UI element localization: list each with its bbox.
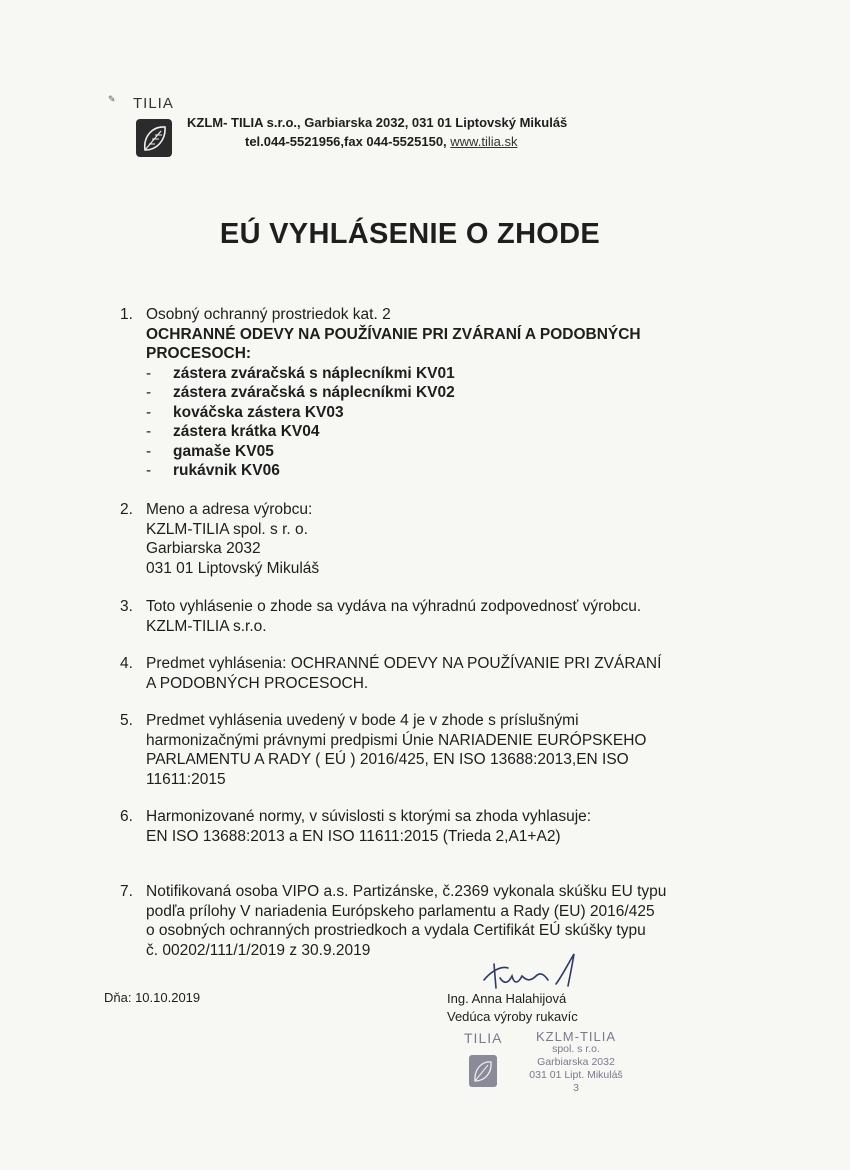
stamp-brand: TILIA <box>464 1030 503 1046</box>
section-line: 031 01 Liptovský Mikuláš <box>146 559 320 577</box>
product-list <box>146 364 641 481</box>
section-number: 6. <box>120 808 133 825</box>
section-line: KZLM-TILIA spol. s r. o. <box>146 520 308 538</box>
section-number: 7. <box>120 883 133 900</box>
section-line: Toto vyhlásenie o zhode sa vydáva na výhradnú zodpovednosť výrobcu. <box>146 598 642 615</box>
section-line: č. 00202/111/1/2019 z 30.9.2019 <box>146 941 371 959</box>
section-line: KZLM-TILIA s.r.o. <box>146 617 267 635</box>
list-item: - zástera zváračská s náplecníkmi KV02 <box>146 384 455 401</box>
stamp-line: 031 01 Lipt. Mikuláš <box>529 1069 623 1081</box>
list-item: - kováčska zástera KV03 <box>146 403 344 421</box>
section-line: Predmet vyhlásenia: OCHRANNÉ ODEVY NA POUŽÍVANIE PRI ZVÁRANÍ <box>146 655 662 672</box>
section-line: Predmet vyhlásenia uvedený v bode 4 je v zhode s príslušnými <box>146 712 579 729</box>
section-line: Garbiarska 2032 <box>146 540 261 557</box>
section-number: 5. <box>120 712 133 729</box>
section-number: 4. <box>120 655 133 672</box>
product-name-line: OCHRANNÉ ODEVY NA POUŽÍVANIE PRI ZVÁRANÍ A PODOBNÝCH <box>146 325 641 343</box>
section-line: o osobných ochranných prostriedkoch a vydala Certifikát EÚ skúšky typu <box>146 922 646 939</box>
section-line: PARLAMENTU A RADY ( EÚ ) 2016/425, EN ISO 13688:2013,EN ISO <box>146 751 629 768</box>
section-line: 11611:2015 <box>146 770 226 788</box>
stamp-text <box>516 1030 636 1095</box>
section-number: 1. <box>120 306 133 323</box>
list-item: - rukávnik KV06 <box>146 462 280 479</box>
section-line: A PODOBNÝCH PROCESOCH. <box>146 674 369 692</box>
signer-role: Vedúca výroby rukavíc <box>447 1009 578 1024</box>
stamp-line: KZLM-TILIA <box>535 1029 617 1044</box>
product-category: Osobný ochranný prostriedok kat. 2 <box>146 306 391 323</box>
website-link[interactable]: www.tilia.sk <box>450 134 518 149</box>
section-line: harmonizačnými právnymi predpismi Únie NARIADENIE EURÓPSKEHO <box>146 731 647 749</box>
section-number: 3. <box>120 598 133 615</box>
section-line: podľa prílohy V nariadenia Európskeho parlamentu a Rady (EU) 2016/425 <box>146 902 655 920</box>
list-item: - zástera zváračská s náplecníkmi KV01 <box>146 364 455 382</box>
company-contact <box>245 134 517 149</box>
section-line: EN ISO 13688:2013 a EN ISO 11611:2015 (Trieda 2,A1+A2) <box>146 827 561 845</box>
contact-phone-fax: tel.044-5521956,fax 044-5525150, <box>245 134 451 149</box>
document-title: EÚ VYHLÁSENIE O ZHODE <box>219 218 601 250</box>
company-stamp <box>460 1024 640 1104</box>
brand-name: TILIA <box>133 95 174 112</box>
stamp-leaf-logo-icon <box>468 1054 498 1088</box>
product-name-line: PROCESOCH: <box>146 345 252 362</box>
stamp-line: 3 <box>573 1082 579 1094</box>
section-line: Notifikovaná osoba VIPO a.s. Partizánske, č.2369 vykonala skúšku EU typu <box>146 883 667 900</box>
issue-date: Dňa: 10.10.2019 <box>104 990 201 1005</box>
list-item: - zástera krátka KV04 <box>146 423 320 440</box>
signatory <box>447 990 578 1026</box>
company-address: KZLM- TILIA s.r.o., Garbiarska 2032, 031 01 Liptovský Mikuláš <box>187 115 568 130</box>
section-number: 2. <box>120 501 133 518</box>
list-item: - gamaše KV05 <box>146 442 274 460</box>
signer-name: Ing. Anna Halahijová <box>447 991 567 1006</box>
section-line: Harmonizované normy, v súvislosti s ktorými sa zhoda vyhlasuje: <box>146 808 592 825</box>
section-line: Meno a adresa výrobcu: <box>146 501 313 518</box>
stamp-line: Garbiarska 2032 <box>537 1056 615 1068</box>
tilia-leaf-logo-icon <box>135 118 173 158</box>
brand-mark-icon: ✎ <box>108 94 116 104</box>
stamp-line: spol. s r.o. <box>552 1043 600 1055</box>
